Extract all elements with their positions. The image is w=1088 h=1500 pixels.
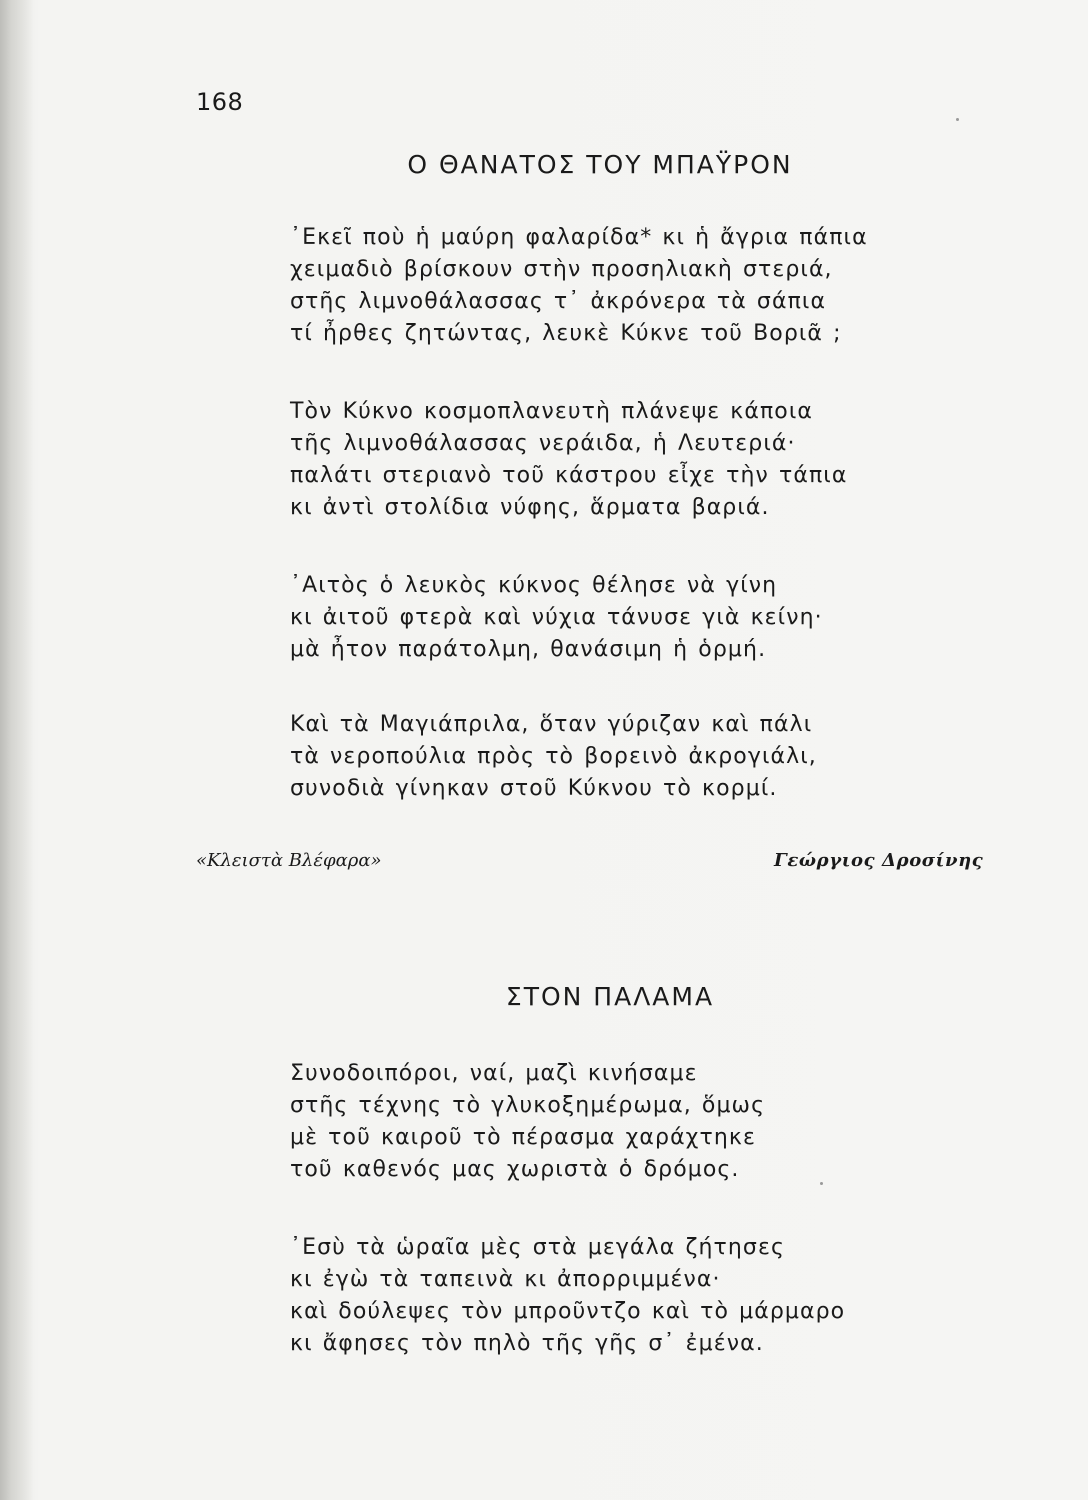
poem1-author: Γεώργιος Δροσίνης xyxy=(774,850,984,871)
poem1-stanza-1 xyxy=(290,222,868,350)
poem1-source: «Κλειστὰ Βλέφαρα» xyxy=(196,850,382,871)
verse-line: κι ἀιτοῦ φτερὰ καὶ νύχια τάνυσε γιὰ κείνη· xyxy=(290,605,823,630)
verse-line: καὶ δούλεψες τὸν μπροῦντζο καὶ τὸ μάρμαρο xyxy=(290,1299,846,1324)
print-speck xyxy=(956,118,959,121)
verse-line: ᾿Εκεῖ ποὺ ἡ μαύρη φαλαρίδα* κι ἡ ἄγρια πάπια xyxy=(290,225,868,250)
verse-line: Καὶ τὰ Μαγιάπριλα, ὅταν γύριζαν καὶ πάλι xyxy=(290,712,813,737)
print-speck xyxy=(820,1182,823,1185)
verse-line: κι ἐγὼ τὰ ταπεινὰ κι ἀπορριμμένα· xyxy=(290,1267,721,1292)
verse-line: συνοδιὰ γίνηκαν στοῦ Κύκνου τὸ κορμί. xyxy=(290,776,778,801)
verse-line: στῆς τέχνης τὸ γλυκοξημέρωμα, ὅμως xyxy=(290,1093,766,1118)
verse-line: ᾿Αιτὸς ὁ λευκὸς κύκνος θέλησε νὰ γίνη xyxy=(290,573,778,598)
poem-title-death-of-byron: Ο ΘΑΝΑΤΟΣ ΤΟΥ ΜΠΑΫΡΟΝ xyxy=(407,150,793,179)
page-spine-shadow xyxy=(0,0,34,1500)
poem1-stanza-4 xyxy=(290,709,817,805)
verse-line: χειμαδιὸ βρίσκουν στὴν προσηλιακὴ στεριά, xyxy=(290,257,833,282)
verse-line: τοῦ καθενός μας χωριστὰ ὁ δρόμος. xyxy=(290,1157,740,1182)
verse-line: στῆς λιμνοθάλασσας τ᾿ ἀκρόνερα τὰ σάπια xyxy=(290,289,827,314)
verse-line: κι ἄφησες τὸν πηλὸ τῆς γῆς σ᾿ ἐμένα. xyxy=(290,1331,764,1356)
verse-line: παλάτι στεριανὸ τοῦ κάστρου εἶχε τὴν τάπια xyxy=(290,463,848,488)
verse-line: τί ἦρθες ζητώντας, λευκὲ Κύκνε τοῦ Βοριᾶ ; xyxy=(290,321,842,346)
poem2-stanza-2 xyxy=(290,1232,845,1360)
poem2-stanza-1 xyxy=(290,1058,765,1186)
verse-line: μὲ τοῦ καιροῦ τὸ πέρασμα χαράχτηκε xyxy=(290,1125,756,1150)
verse-line: Συνοδοιπόροι, ναί, μαζὶ κινήσαμε xyxy=(290,1061,698,1086)
verse-line: Τὸν Κύκνο κοσμοπλανευτὴ πλάνεψε κάποια xyxy=(290,399,813,424)
poem1-stanza-2 xyxy=(290,396,847,524)
page-number: 168 xyxy=(196,88,244,116)
verse-line: κι ἀντὶ στολίδια νύφης, ἅρματα βαριά. xyxy=(290,495,770,520)
poem1-stanza-3 xyxy=(290,570,823,666)
poem-title-to-palamas: ΣΤΟΝ ΠΑΛΑΜΑ xyxy=(505,982,715,1011)
verse-line: τῆς λιμνοθάλασσας νεράιδα, ἡ Λευτεριά· xyxy=(290,431,796,456)
verse-line: τὰ νεροπούλια πρὸς τὸ βορεινὸ ἀκρογιάλι, xyxy=(290,744,817,769)
verse-line: μὰ ἦτον παράτολμη, θανάσιμη ἡ ὁρμή. xyxy=(290,637,767,662)
verse-line: ᾿Εσὺ τὰ ὡραῖα μὲς στὰ μεγάλα ζήτησες xyxy=(290,1235,785,1260)
